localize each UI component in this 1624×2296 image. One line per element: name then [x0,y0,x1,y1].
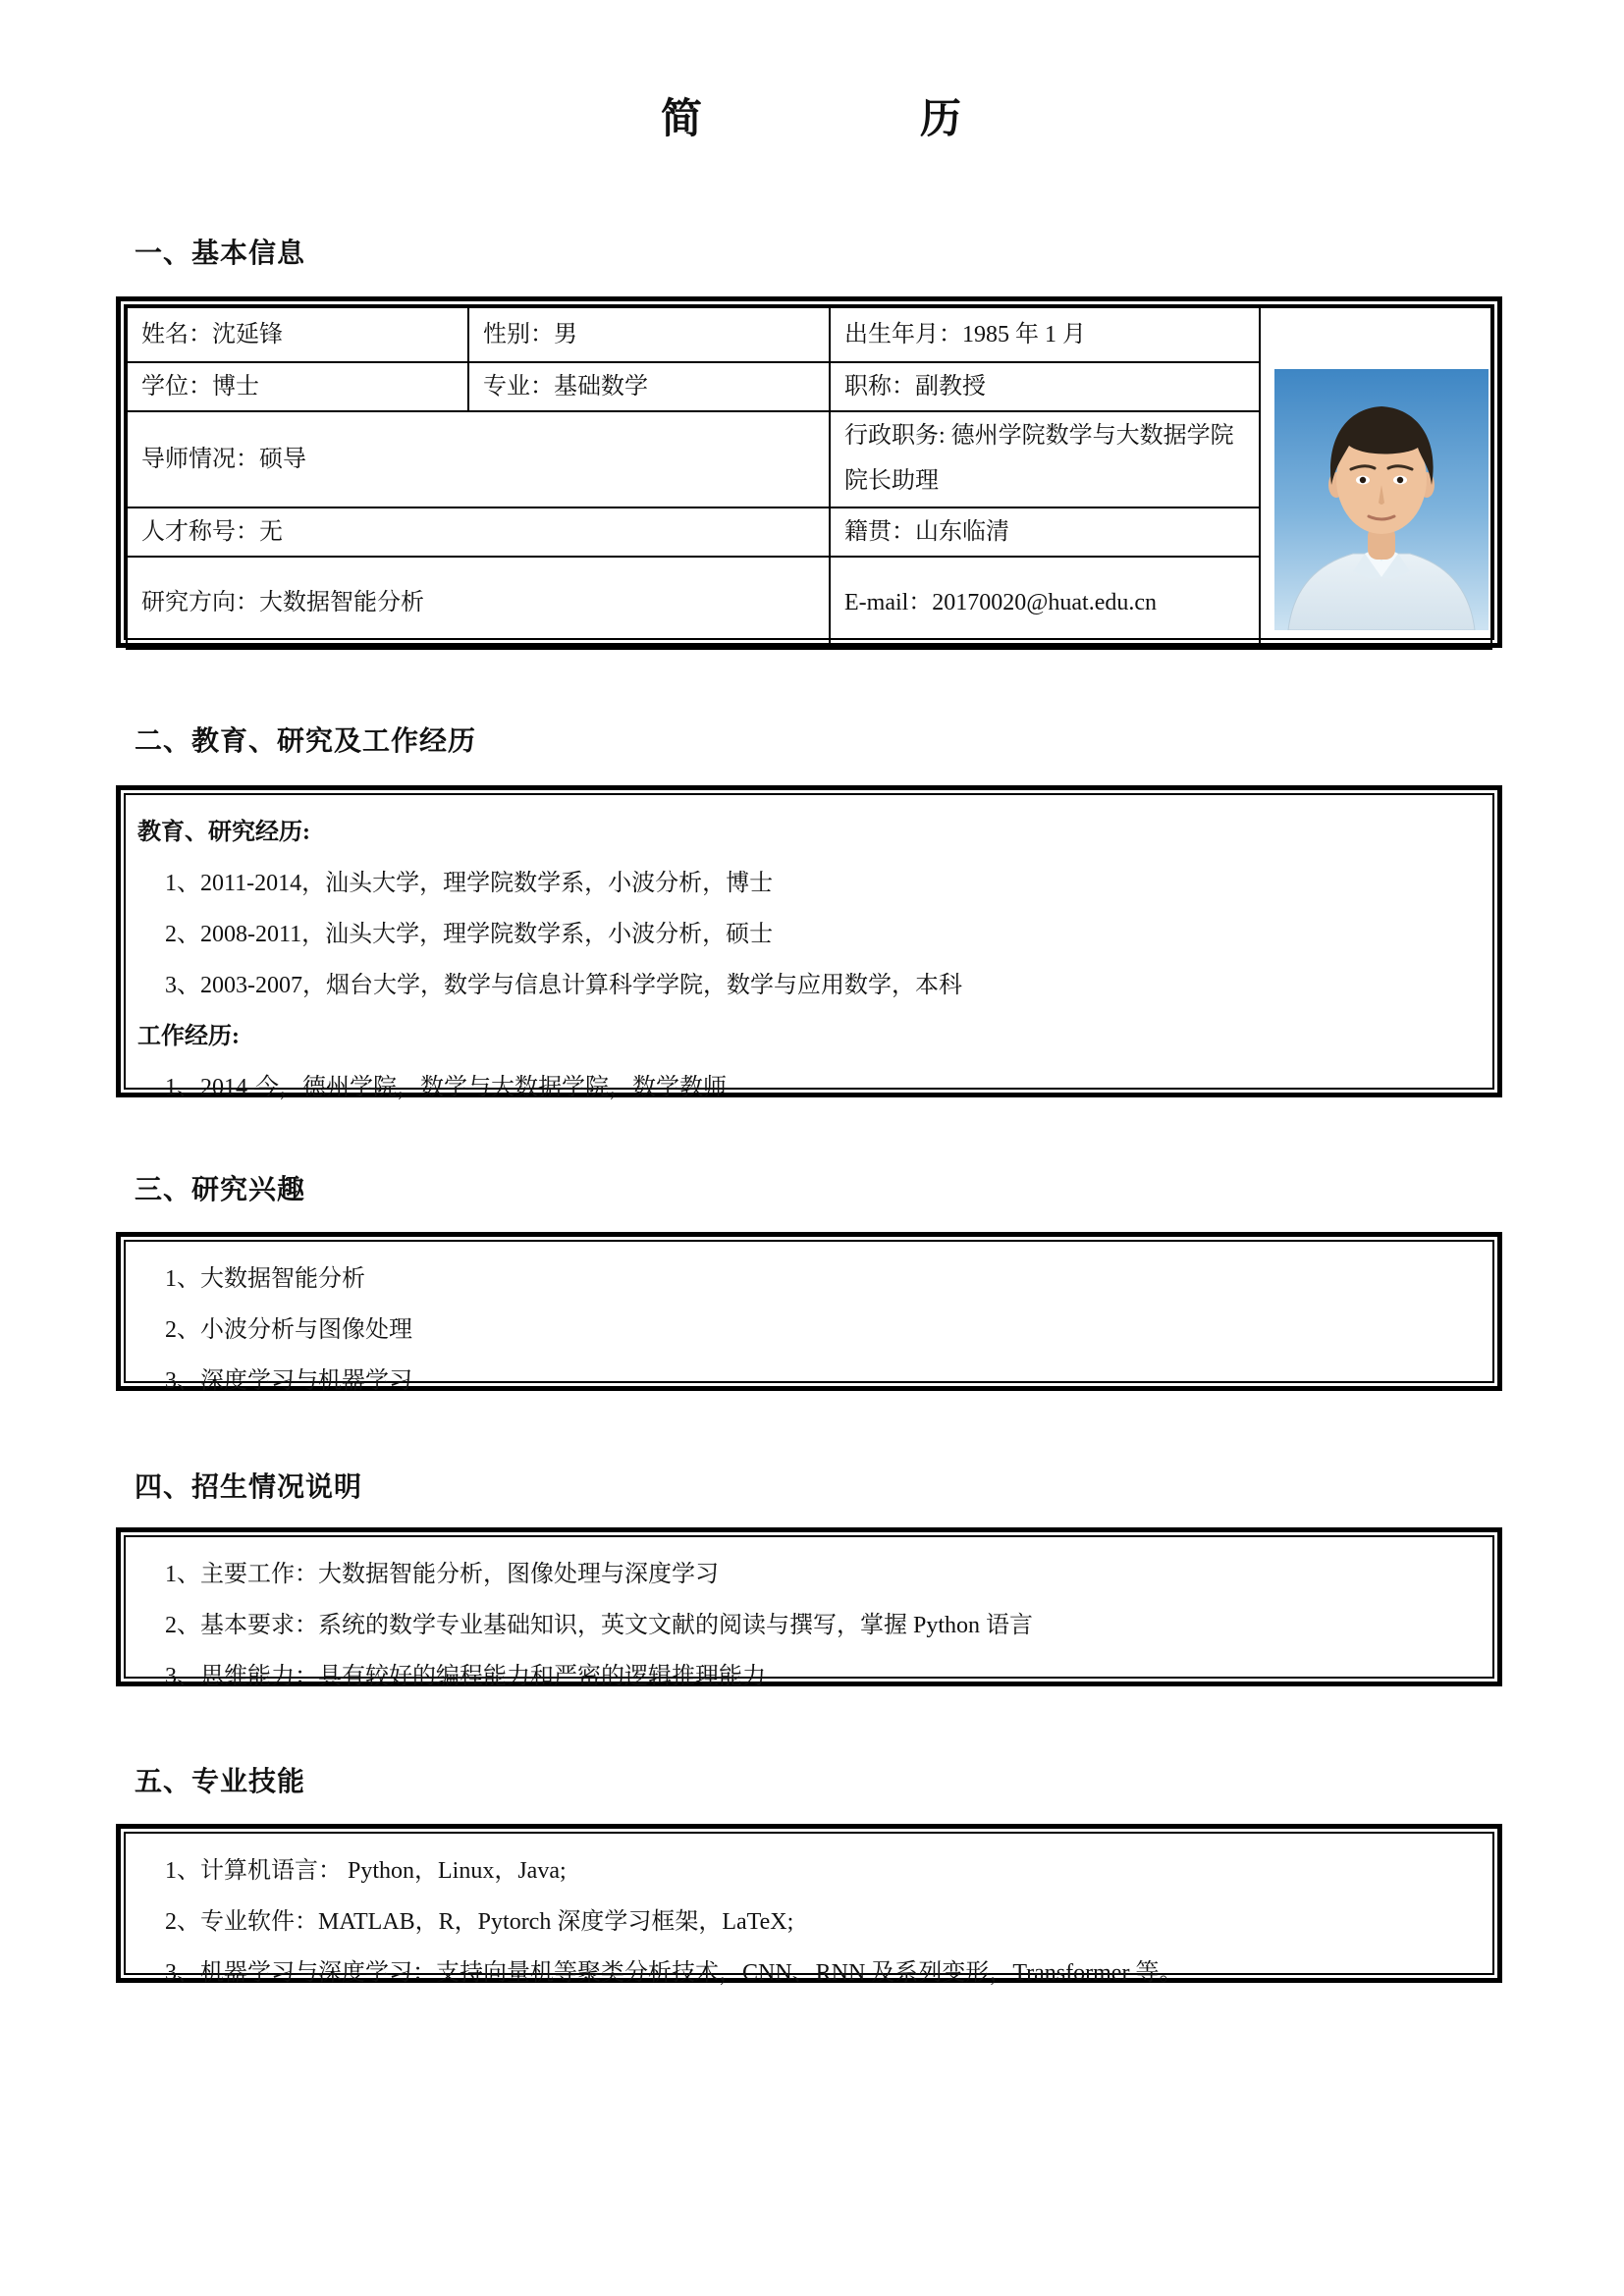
page-title: 简 历 [660,97,963,142]
cell-research: 研究方向：大数据智能分析 [127,557,830,649]
cell-hometown: 籍贯：山东临清 [830,507,1260,557]
list-item: 2、专业软件：MATLAB，R，Pytorch 深度学习框架，LaTeX; [165,1909,794,1935]
section-heading-recruitment: 四、招生情况说明 [135,1472,363,1503]
research-interests-box-inner [124,1240,1494,1394]
section-heading-basic-info: 一、基本信息 [135,239,306,269]
list-item: 1、2014-今，德州学院，数学与大数据学院，数学教师 [165,1075,727,1100]
skills-content [126,1834,1492,2008]
recruitment-box [116,1527,1502,1689]
list-item: 1、大数据智能分析 [165,1266,365,1292]
research-interests-content [126,1242,1492,1416]
section-heading-experience: 二、教育、研究及工作经历 [135,726,477,757]
skills-box [116,1824,1502,1986]
list-item: 3、深度学习与机器学习 [165,1368,412,1394]
experience-content [126,795,1492,1123]
cell-talent: 人才称号：无 [127,507,830,557]
skills-box-inner [124,1832,1494,1986]
list-item: 1、计算机语言： Python，Linux，Java; [165,1858,567,1884]
recruitment-box-inner [124,1535,1494,1689]
cell-major: 专业：基础数学 [468,362,830,411]
experience-box-inner [124,793,1494,1100]
table-row [127,307,1491,362]
section-heading-research-interests: 三、研究兴趣 [135,1175,306,1205]
section-heading-skills: 五、专业技能 [135,1767,306,1797]
list-item: 3、思维能力：具有较好的编程能力和严密的逻辑推理能力 [165,1664,766,1689]
cell-degree: 学位：博士 [127,362,468,411]
cell-email: E-mail：20170020@huat.edu.cn [830,557,1260,649]
list-item: 1、主要工作：大数据智能分析，图像处理与深度学习 [165,1562,719,1587]
edu-research-header: 教育、研究经历: [137,820,310,845]
photo-cell [1260,307,1491,649]
basic-info-box [116,296,1502,648]
experience-box [116,785,1502,1100]
cell-birth: 出生年月：1985 年 1 月 [830,307,1260,362]
recruitment-content [126,1537,1492,1712]
basic-info-table [126,306,1492,650]
portrait-photo [1274,369,1489,630]
work-header: 工作经历: [137,1024,240,1049]
list-item: 2、2008-2011，汕头大学，理学院数学系，小波分析，硕士 [165,922,774,947]
cell-name: 姓名：沈延锋 [127,307,468,362]
list-item: 2、小波分析与图像处理 [165,1317,412,1343]
cell-admin-duty: 行政职务: 德州学院数学与大数据学院院长助理 [830,411,1260,507]
cell-gender: 性别：男 [468,307,830,362]
list-item: 1、2011-2014，汕头大学，理学院数学系，小波分析，博士 [165,871,774,896]
basic-info-box-inner [124,304,1494,640]
list-item: 2、基本要求：系统的数学专业基础知识，英文文献的阅读与撰写，掌握 Python 语言 [165,1613,1034,1638]
cell-rank: 职称：副教授 [830,362,1260,411]
list-item: 3、机器学习与深度学习：支持向量机等聚类分析技术，CNN、RNN 及系列变形，Transformer 等。 [165,1960,1183,1986]
cell-mentor: 导师情况：硕导 [127,411,830,507]
research-interests-box [116,1232,1502,1394]
list-item: 3、2003-2007，烟台大学，数学与信息计算科学学院，数学与应用数学，本科 [165,973,962,998]
